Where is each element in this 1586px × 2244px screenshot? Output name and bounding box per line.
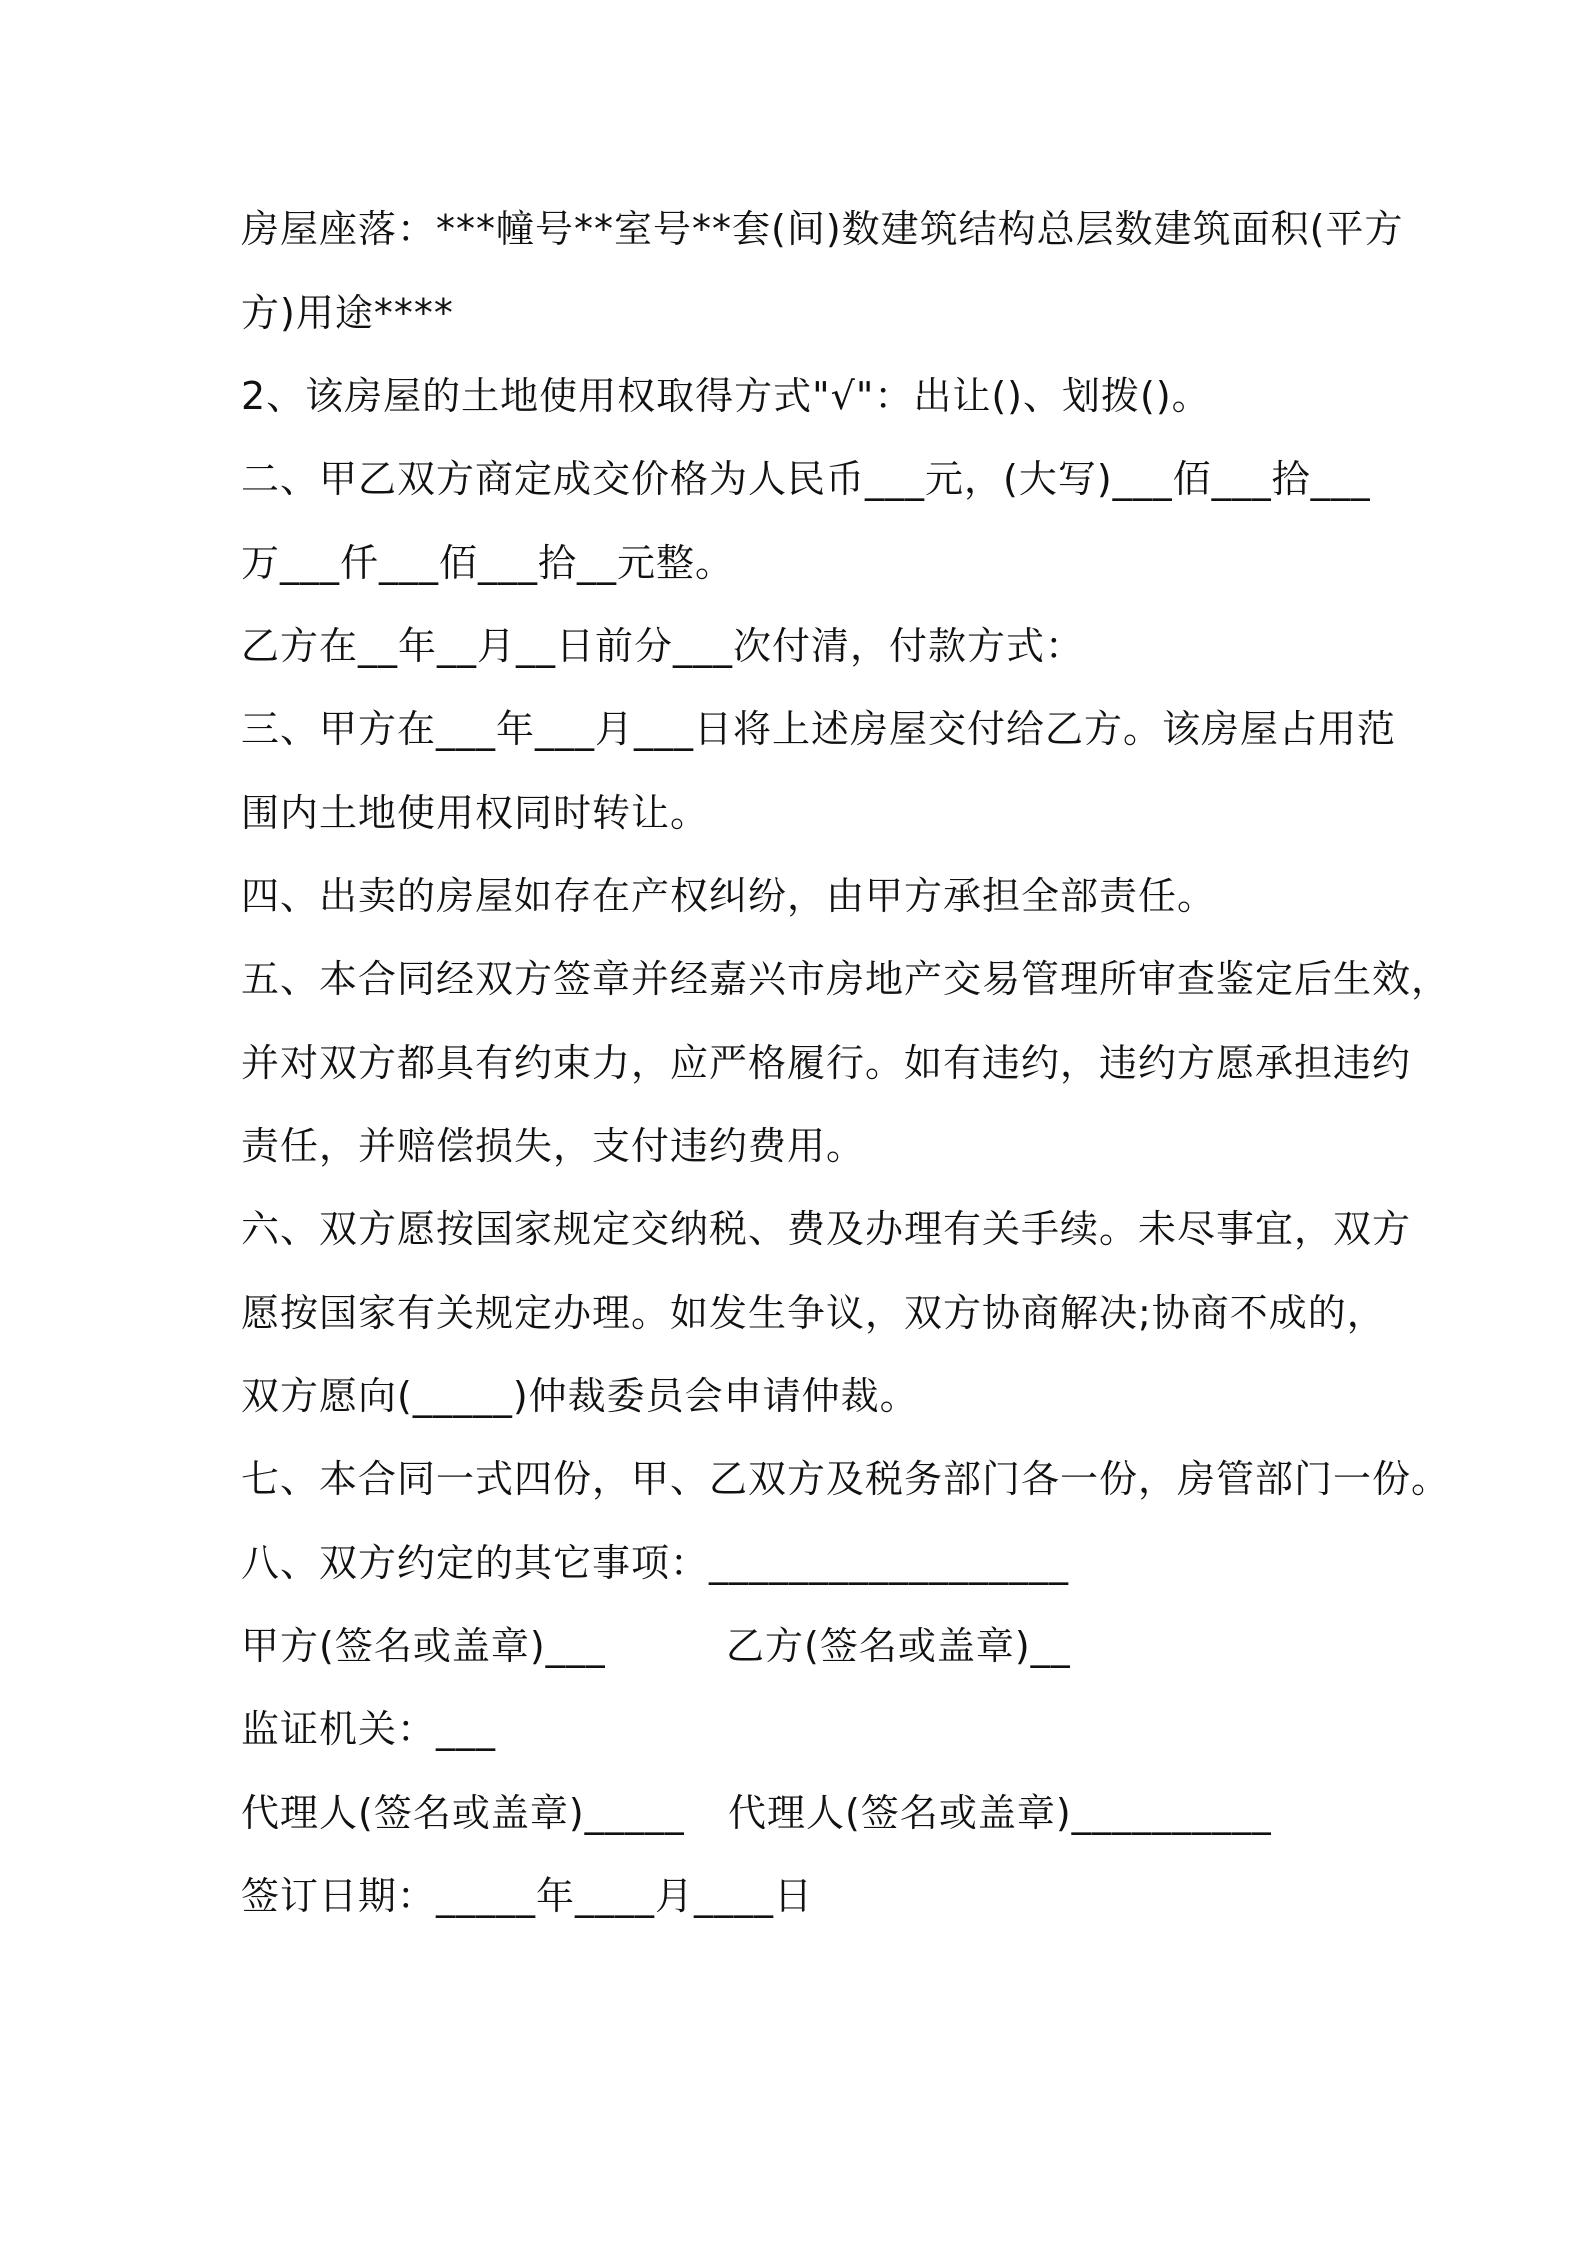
agent-b-signature: 代理人(签名或盖章)__________	[728, 1791, 1272, 1835]
text-line-15: 双方愿向(_____)仲裁委员会申请仲裁。	[241, 1374, 919, 1418]
text-line-4: 二、甲乙双方商定成交价格为人民币___元，(大写)___佰___拾___	[241, 457, 1371, 501]
party-b-signature: 乙方(签名或盖章)__	[726, 1624, 1071, 1668]
agent-a-signature: 代理人(签名或盖章)_____	[241, 1791, 685, 1835]
text-line-14: 愿按国家有关规定办理。如发生争议，双方协商解决;协商不成的，	[241, 1291, 1386, 1335]
text-line-10: 五、本合同经双方签章并经嘉兴市房地产交易管理所审查鉴定后生效，	[241, 957, 1451, 1001]
text-line-17: 八、双方约定的其它事项：__________________	[241, 1541, 1070, 1585]
text-line-11: 并对双方都具有约束力，应严格履行。如有违约，违约方愿承担违约	[241, 1041, 1412, 1085]
party-a-signature: 甲方(签名或盖章)___	[241, 1624, 606, 1668]
text-line-2: 方)用途****	[241, 291, 454, 335]
text-line-3: 2、该房屋的土地使用权取得方式"√"：出让()、划拨()。	[241, 374, 1211, 418]
text-line-1: 房屋座落：***幢号**室号**套(间)数建筑结构总层数建筑面积(平方	[241, 207, 1404, 251]
text-line-9: 四、出卖的房屋如存在产权纠纷，由甲方承担全部责任。	[241, 874, 1217, 918]
text-line-5: 万___仟___佰___拾__元整。	[241, 541, 735, 585]
signing-date-line: 签订日期：_____年____月____日	[241, 1874, 814, 1918]
text-line-13: 六、双方愿按国家规定交纳税、费及办理有关手续。未尽事宜，双方	[241, 1207, 1412, 1251]
text-line-16: 七、本合同一式四份，甲、乙双方及税务部门各一份，房管部门一份。	[241, 1457, 1451, 1501]
supervisor-line: 监证机关：___	[241, 1707, 497, 1751]
text-line-6: 乙方在__年__月__日前分___次付清，付款方式：	[241, 624, 1085, 668]
text-line-8: 围内土地使用权同时转让。	[241, 791, 710, 835]
text-line-12: 责任，并赔偿损失，支付违约费用。	[241, 1124, 866, 1168]
text-line-7: 三、甲方在___年___月___日将上述房屋交付给乙方。该房屋占用范	[241, 707, 1397, 751]
